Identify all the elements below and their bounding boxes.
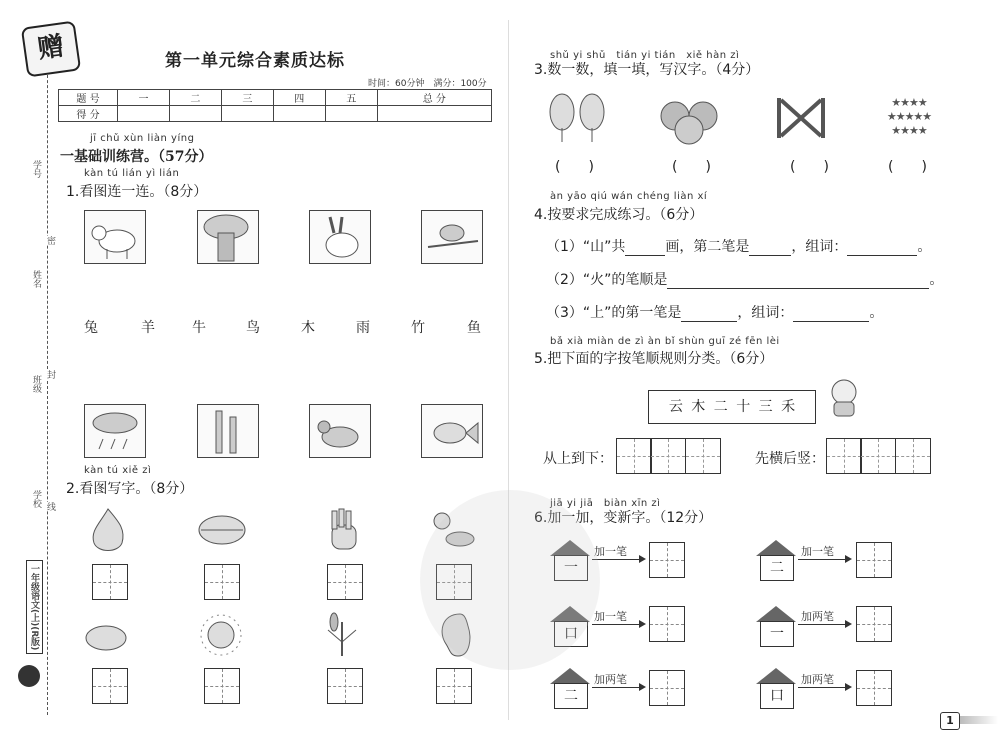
rabbit-picture[interactable] xyxy=(309,210,371,264)
house-char-text: 二 xyxy=(760,555,794,581)
margin-label-id: 学号 xyxy=(31,160,41,178)
category-cells-top-down[interactable] xyxy=(617,438,721,474)
q2-pinyin: kàn tú xiě zì xyxy=(84,465,152,476)
house-char xyxy=(758,668,794,708)
q4-line-1-text: ，组词： xyxy=(791,239,848,255)
q4-pinyin: àn yāo qiú wán chéng liàn xí xyxy=(550,191,708,202)
q4-line-3-text: ，组词： xyxy=(737,305,794,321)
page-number: 1 xyxy=(940,712,960,730)
arrow-icon xyxy=(798,624,850,625)
arrow-icon xyxy=(592,687,644,688)
count-blank[interactable]: ( ) xyxy=(672,159,711,175)
girl-mascot-picture xyxy=(822,374,866,418)
q3-pinyin: shǔ yi shǔ tián yi tián xiě hàn zì xyxy=(550,50,740,61)
match-char[interactable]: 鱼 xyxy=(467,320,481,336)
house-char-text: 二 xyxy=(554,683,588,709)
answer-blank[interactable] xyxy=(847,255,917,256)
answer-blank[interactable] xyxy=(625,255,665,256)
q4-line-3-text: （3）“上”的第一笔是 xyxy=(546,305,682,321)
answer-cell[interactable] xyxy=(860,438,896,474)
arrow-icon xyxy=(798,687,850,688)
q2-title: 2.看图写字。（8分） xyxy=(66,481,194,497)
answer-blank[interactable] xyxy=(667,288,929,289)
match-char[interactable]: 雨 xyxy=(356,320,370,336)
score-table-header: 三 xyxy=(221,90,273,106)
score-table-header-row xyxy=(59,90,492,106)
new-char-grid[interactable] xyxy=(649,670,685,706)
margin-label-class: 班级 xyxy=(31,375,41,393)
sticks-picture xyxy=(775,90,827,146)
answer-cell[interactable] xyxy=(685,438,721,474)
rain-picture[interactable] xyxy=(84,404,146,458)
match-char[interactable]: 竹 xyxy=(411,320,425,336)
count-blank[interactable]: ( ) xyxy=(790,159,829,175)
rice-plant-picture xyxy=(322,612,362,658)
page-number-bar xyxy=(960,716,998,724)
count-blank[interactable]: ( ) xyxy=(888,159,927,175)
answer-cell[interactable] xyxy=(616,438,652,474)
answer-cell[interactable] xyxy=(650,438,686,474)
hand-picture xyxy=(322,507,366,553)
house-roof xyxy=(756,540,796,556)
house-char xyxy=(758,540,794,580)
q5-pinyin: bǎ xià miàn de zì àn bǐ shùn guī zé fēn lèi xyxy=(550,336,780,347)
q1-pinyin: kàn tú lián yì lián xyxy=(84,168,180,179)
house-char-text: 一 xyxy=(760,621,794,647)
answer-blank[interactable] xyxy=(749,255,791,256)
score-cell[interactable] xyxy=(169,106,221,122)
q4-line-3-text: 。 xyxy=(869,305,884,321)
stars-picture xyxy=(876,96,942,142)
tree-picture[interactable] xyxy=(197,210,259,264)
operation-label: 加两笔 xyxy=(594,673,627,686)
category-label-horizontal-first: 先横后竖： xyxy=(755,451,825,467)
apples-picture xyxy=(655,96,725,146)
house-char xyxy=(758,606,794,646)
answer-blank[interactable] xyxy=(793,321,869,322)
q4-line-2-text: 。 xyxy=(929,272,944,288)
binding-margin xyxy=(0,0,58,754)
score-row-label: 得 分 xyxy=(59,106,118,122)
answer-cell[interactable] xyxy=(895,438,931,474)
q4-line-1 xyxy=(546,236,931,256)
spine-label: 一年级语文(上)(R版) xyxy=(26,560,43,654)
q1-title: 1.看图连一连。（8分） xyxy=(66,184,208,200)
match-char[interactable]: 鸟 xyxy=(246,320,260,336)
score-table-header: 一 xyxy=(118,90,170,106)
arrow-icon xyxy=(592,559,644,560)
score-cell[interactable] xyxy=(118,106,170,122)
q4-line-2 xyxy=(546,269,943,289)
new-char-grid[interactable] xyxy=(856,606,892,642)
q4-line-2-text: （2）“火”的笔顺是 xyxy=(546,272,668,288)
q3-title: 3.数一数，填一填，写汉字。（4分） xyxy=(534,62,760,78)
match-char[interactable]: 牛 xyxy=(192,320,206,336)
operation-label: 加一笔 xyxy=(594,545,627,558)
margin-mark-xian: 线 xyxy=(45,502,55,511)
q4-line-1-text: 画，第二笔是 xyxy=(665,239,750,255)
writing-grid[interactable] xyxy=(92,668,128,704)
trees-picture xyxy=(548,92,608,144)
writing-grid[interactable] xyxy=(204,564,240,600)
part1-title: 一基础训练营。（57分） xyxy=(60,149,213,165)
operation-label: 加一笔 xyxy=(801,545,834,558)
gift-badge-text: 赠 xyxy=(35,31,66,65)
margin-label-school: 学校 xyxy=(31,490,41,508)
bamboo-picture[interactable] xyxy=(197,404,259,458)
watermark-logo xyxy=(420,490,600,670)
page-title: 第一单元综合素质达标 xyxy=(165,51,345,71)
operation-label: 加两笔 xyxy=(801,673,834,686)
operation-label: 加一笔 xyxy=(594,610,627,623)
cloud-picture xyxy=(84,620,128,652)
q6-pinyin: jiā yi jiā biàn xīn zì xyxy=(550,498,661,509)
margin-mark-mi: 密 xyxy=(45,236,55,245)
panda-logo-icon xyxy=(18,665,40,687)
score-table-header: 二 xyxy=(169,90,221,106)
q4-line-1-text: 。 xyxy=(917,239,932,255)
match-char[interactable]: 木 xyxy=(301,320,315,336)
arrow-icon xyxy=(798,559,850,560)
q6-title: 6.加一加，变新字。（12分） xyxy=(534,510,713,526)
house-char-text: 口 xyxy=(554,621,588,647)
new-char-grid[interactable] xyxy=(856,542,892,578)
q4-line-1-text: （1）“山”共 xyxy=(546,239,626,255)
star-icon: ★★★★ xyxy=(891,124,927,137)
new-char-grid[interactable] xyxy=(856,670,892,706)
writing-grid[interactable] xyxy=(327,668,363,704)
gift-badge xyxy=(21,20,81,77)
arrow-icon xyxy=(592,624,644,625)
answer-cell[interactable] xyxy=(826,438,862,474)
fish-picture[interactable] xyxy=(421,404,483,458)
category-label-top-down: 从上到下： xyxy=(543,451,613,467)
fire-picture xyxy=(88,507,128,553)
score-cell[interactable] xyxy=(273,106,325,122)
house-roof xyxy=(756,606,796,622)
new-char-grid[interactable] xyxy=(649,606,685,642)
q4-line-3 xyxy=(546,302,883,322)
q5-title: 5.把下面的字按笔顺规则分类。（6分） xyxy=(534,351,774,367)
part1-pinyin: jī chǔ xùn liàn yíng xyxy=(90,133,195,144)
house-roof xyxy=(756,668,796,684)
match-char[interactable]: 羊 xyxy=(141,320,155,336)
mouth-picture xyxy=(197,512,247,548)
house-roof xyxy=(550,668,590,684)
margin-mark-feng: 封 xyxy=(45,370,55,379)
score-table-header: 四 xyxy=(273,90,325,106)
score-cell[interactable] xyxy=(221,106,273,122)
operation-label: 加两笔 xyxy=(801,610,834,623)
time-score-meta: 时间：60分钟 满分：100分 xyxy=(368,79,487,89)
category-cells-horizontal-first[interactable] xyxy=(827,438,931,474)
character-box: 云 木 二 十 三 禾 xyxy=(648,390,816,424)
margin-label-name: 姓名 xyxy=(31,270,41,288)
score-table-header: 总 分 xyxy=(377,90,491,106)
q4-title: 4.按要求完成练习。（6分） xyxy=(534,207,704,223)
score-cell[interactable] xyxy=(377,106,491,122)
count-blank[interactable]: ( ) xyxy=(555,159,594,175)
ox-picture[interactable] xyxy=(309,404,371,458)
house-char-text: 一 xyxy=(554,555,588,581)
seal-line xyxy=(47,55,48,715)
goat-picture[interactable] xyxy=(84,210,146,264)
bird-picture[interactable] xyxy=(421,210,483,264)
new-char-grid[interactable] xyxy=(649,542,685,578)
sun-picture xyxy=(198,612,244,658)
writing-grid[interactable] xyxy=(92,564,128,600)
score-table-score-row xyxy=(59,106,492,122)
score-table-header: 五 xyxy=(325,90,377,106)
house-char-text: 口 xyxy=(760,683,794,709)
writing-grid[interactable] xyxy=(327,564,363,600)
match-char[interactable]: 兔 xyxy=(84,320,98,336)
score-cell[interactable] xyxy=(325,106,377,122)
writing-grid[interactable] xyxy=(436,668,472,704)
house-char xyxy=(552,668,588,708)
score-table-header: 题 号 xyxy=(59,90,118,106)
writing-grid[interactable] xyxy=(204,668,240,704)
star-icon: ★★★★★ xyxy=(886,110,932,123)
answer-blank[interactable] xyxy=(681,321,737,322)
star-icon: ★★★★ xyxy=(891,96,927,109)
score-table xyxy=(58,89,492,122)
